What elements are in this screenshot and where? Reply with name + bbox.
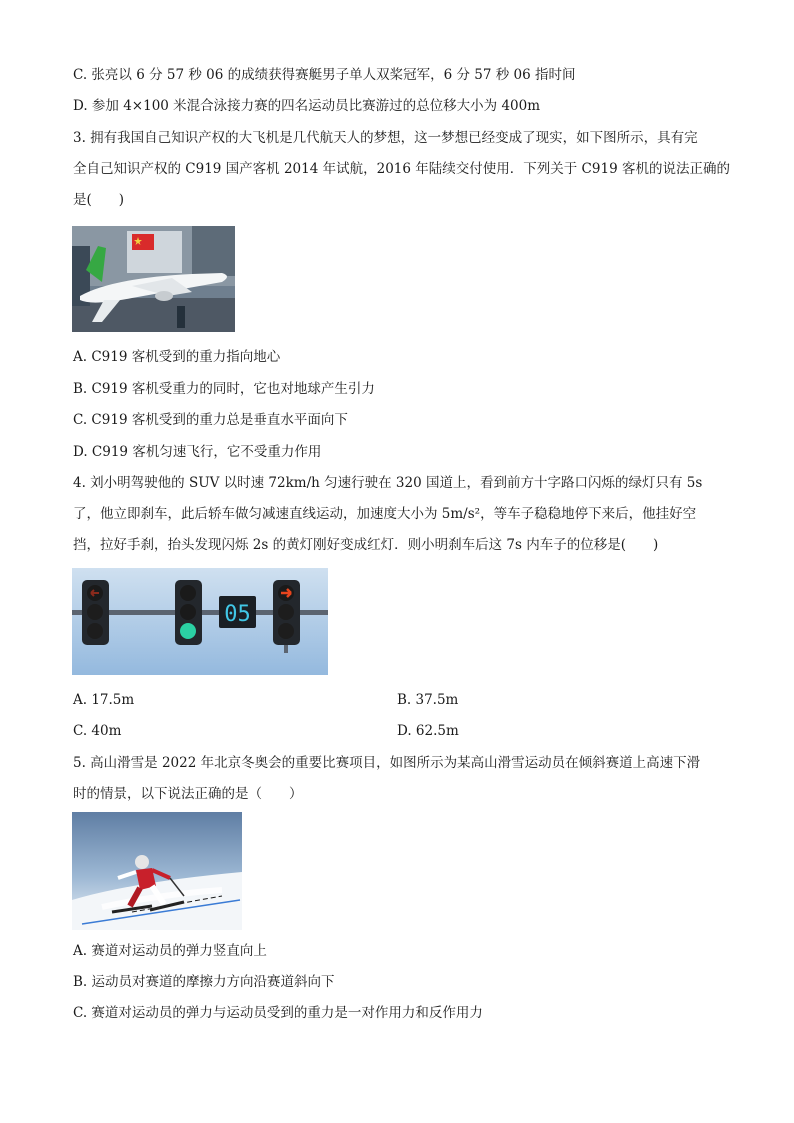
q2-option-d: D. 参加 4×100 米混合泳接力赛的四名运动员比赛游过的总位移大小为 400m xyxy=(73,98,541,114)
q3-option-d: D. C919 客机匀速飞行，它不受重力作用 xyxy=(73,444,322,460)
q4-option-c: C. 40m xyxy=(73,723,122,739)
q3-stem-line-3: 是( ) xyxy=(73,192,125,208)
q3-option-a: A. C919 客机受到的重力指向地心 xyxy=(73,349,281,365)
q5-stem-line-2: 时的情景，以下说法正确的是（ ） xyxy=(73,786,303,802)
q3-stem-line-1: 3. 拥有我国自己知识产权的大飞机是几代航天人的梦想，这一梦想已经变成了现实，如下图所示，具有完 xyxy=(73,130,698,146)
alpine-skier-photo xyxy=(72,812,242,930)
countdown-display: 05 xyxy=(224,602,251,627)
q5-option-a: A. 赛道对运动员的弹力竖直向上 xyxy=(73,943,267,959)
q4-stem-line-1: 4. 刘小明驾驶他的 SUV 以时速 72km/h 匀速行驶在 320 国道上，看到前方十字路口闪烁的绿灯只有 5s xyxy=(73,475,703,491)
c919-airplane-photo xyxy=(72,226,235,332)
q3-stem-line-2: 全自己知识产权的 C919 国产客机 2014 年试航，2016 年陆续交付使用．下列关于 C919 客机的说法正确的 xyxy=(73,161,730,177)
q5-option-b: B. 运动员对赛道的摩擦力方向沿赛道斜向下 xyxy=(73,974,335,990)
q2-option-c: C. 张亮以 6 分 57 秒 06 的成绩获得赛艇男子单人双桨冠军，6 分 57 秒 06 指时间 xyxy=(73,67,576,83)
q4-option-d: D. 62.5m xyxy=(397,723,459,739)
q5-stem-line-1: 5. 高山滑雪是 2022 年北京冬奥会的重要比赛项目，如图所示为某高山滑雪运动员在倾斜赛道上高速下滑 xyxy=(73,755,701,771)
q4-stem-line-3: 挡，拉好手刹，抬头发现闪烁 2s 的黄灯刚好变成红灯．则小明刹车后这 7s 内车子的位移是( ) xyxy=(73,537,659,553)
q4-option-b: B. 37.5m xyxy=(397,692,459,708)
q4-option-a: A. 17.5m xyxy=(73,692,135,708)
q3-option-b: B. C919 客机受重力的同时，它也对地球产生引力 xyxy=(73,381,375,397)
q3-option-c: C. C919 客机受到的重力总是垂直水平面向下 xyxy=(73,412,348,428)
q5-option-c: C. 赛道对运动员的弹力与运动员受到的重力是一对作用力和反作用力 xyxy=(73,1005,483,1021)
q4-stem-line-2: 了，他立即刹车，此后轿车做匀减速直线运动，加速度大小为 5m/s²，等车子稳稳地停下来后，他挂好空 xyxy=(73,506,697,522)
traffic-light-photo xyxy=(72,568,328,675)
